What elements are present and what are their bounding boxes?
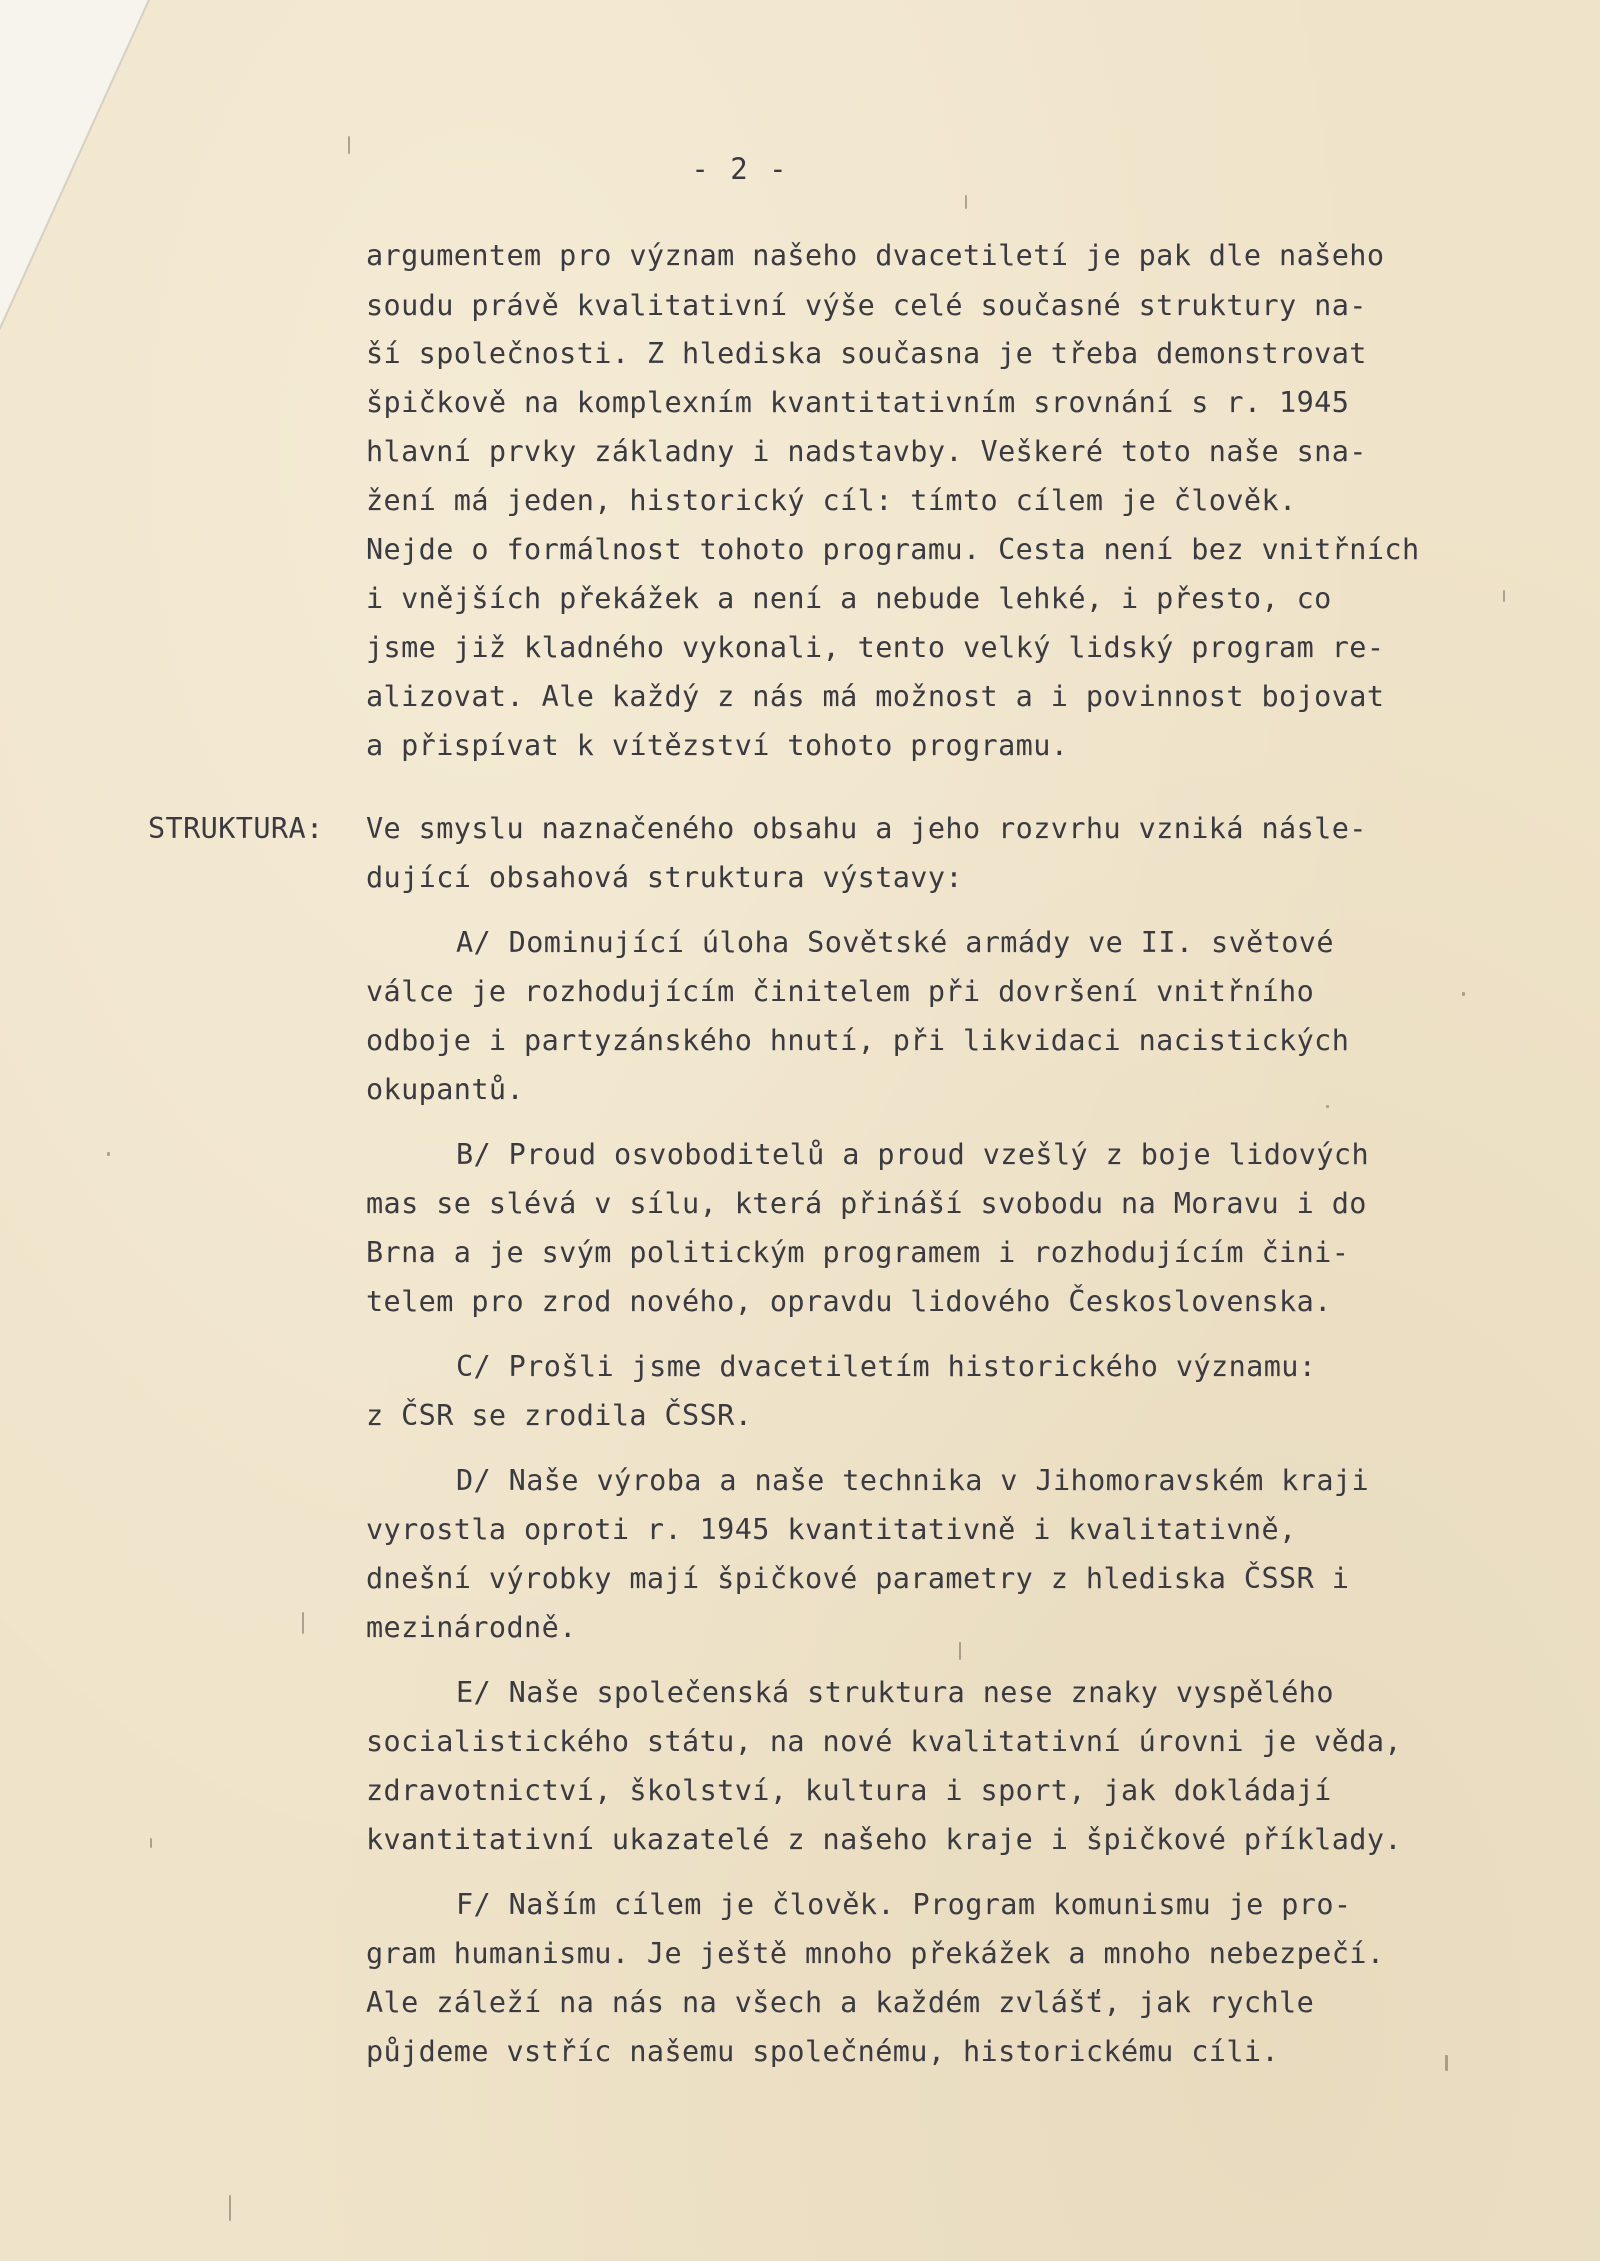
paper-mark xyxy=(1503,590,1505,602)
paper-mark xyxy=(959,1642,961,1660)
structure-intro-line: Ve smyslu naznačeného obsahu a jeho rozvrhu vzniká násle- xyxy=(366,812,1367,845)
section-line: A/ Dominující úloha Sovětské armády ve II. světové xyxy=(456,926,1334,959)
page-number: - 2 - xyxy=(691,152,789,186)
intro-line: žení má jeden, historický cíl: tímto cílem je člověk. xyxy=(366,484,1297,517)
paper-mark xyxy=(348,136,350,154)
section-line: kvantitativní ukazatelé z našeho kraje i špičkové příklady. xyxy=(366,1823,1402,1856)
paper-mark xyxy=(302,1612,304,1634)
intro-line: i vnějších překážek a není a nebude lehké, i přesto, co xyxy=(366,582,1332,615)
paper-mark xyxy=(107,1152,110,1156)
intro-line: jsme již kladného vykonali, tento velký lidský program re- xyxy=(366,631,1385,664)
section-line: mas se slévá v sílu, která přináší svobodu na Moravu i do xyxy=(366,1187,1367,1220)
section-line: odboje i partyzánského hnutí, při likvidaci nacistických xyxy=(366,1024,1350,1057)
section-line: gram humanismu. Je ještě mnoho překážek a mnoho nebezpečí. xyxy=(366,1937,1385,1970)
section-line: B/ Proud osvoboditelů a proud vzešlý z boje lidových xyxy=(456,1138,1370,1171)
paper-mark xyxy=(150,1838,152,1848)
section-line: vyrostla oproti r. 1945 kvantitativně i kvalitativně, xyxy=(366,1513,1297,1546)
section-line: dnešní výrobky mají špičkové parametry z hlediska ČSSR i xyxy=(366,1562,1350,1595)
section-line: telem pro zrod nového, opravdu lidového Československa. xyxy=(366,1285,1332,1318)
section-line: zdravotnictví, školství, kultura i sport, jak dokládají xyxy=(366,1774,1332,1807)
section-line: z ČSR se zrodila ČSSR. xyxy=(366,1399,753,1432)
paper-mark xyxy=(1445,2055,1448,2071)
structure-label: STRUKTURA: xyxy=(148,812,324,845)
section-line: C/ Prošli jsme dvacetiletím historického významu: xyxy=(456,1350,1317,1383)
structure-intro-line: dující obsahová struktura výstavy: xyxy=(366,861,963,894)
section-line: půjdeme vstříc našemu společnému, historickému cíli. xyxy=(366,2035,1280,2068)
section-line: válce je rozhodujícím činitelem při dovršení vnitřního xyxy=(366,975,1315,1008)
section-line: okupantů. xyxy=(366,1073,525,1106)
intro-line: špičkově na komplexním kvantitativním srovnání s r. 1945 xyxy=(366,386,1350,419)
section-line: E/ Naše společenská struktura nese znaky vyspělého xyxy=(456,1676,1334,1709)
paper-mark xyxy=(229,2195,231,2221)
paper-mark xyxy=(965,195,967,209)
section-line: mezinárodně. xyxy=(366,1611,577,1644)
paper-mark xyxy=(1462,992,1465,996)
intro-line: a přispívat k vítězství tohoto programu. xyxy=(366,729,1069,762)
section-line: socialistického státu, na nové kvalitativní úrovni je věda, xyxy=(366,1725,1402,1758)
intro-line: soudu právě kvalitativní výše celé současné struktury na- xyxy=(366,289,1367,322)
section-line: D/ Naše výroba a naše technika v Jihomoravském kraji xyxy=(456,1464,1370,1497)
section-line: Ale záleží na nás na všech a každém zvlášť, jak rychle xyxy=(366,1986,1315,2019)
intro-line: ší společnosti. Z hlediska současna je třeba demonstrovat xyxy=(366,337,1367,370)
intro-line: argumentem pro význam našeho dvacetiletí je pak dle našeho xyxy=(366,239,1385,272)
intro-line: Nejde o formálnost tohoto programu. Cesta není bez vnitřních xyxy=(366,533,1420,566)
section-line: Brna a je svým politickým programem i rozhodujícím čini- xyxy=(366,1236,1350,1269)
paper-mark xyxy=(1326,1105,1329,1108)
section-line: F/ Naším cílem je člověk. Program komunismu je pro- xyxy=(456,1888,1352,1921)
intro-line: hlavní prvky základny i nadstavby. Veškeré toto naše sna- xyxy=(366,435,1367,468)
intro-line: alizovat. Ale každý z nás má možnost a i povinnost bojovat xyxy=(366,680,1385,713)
